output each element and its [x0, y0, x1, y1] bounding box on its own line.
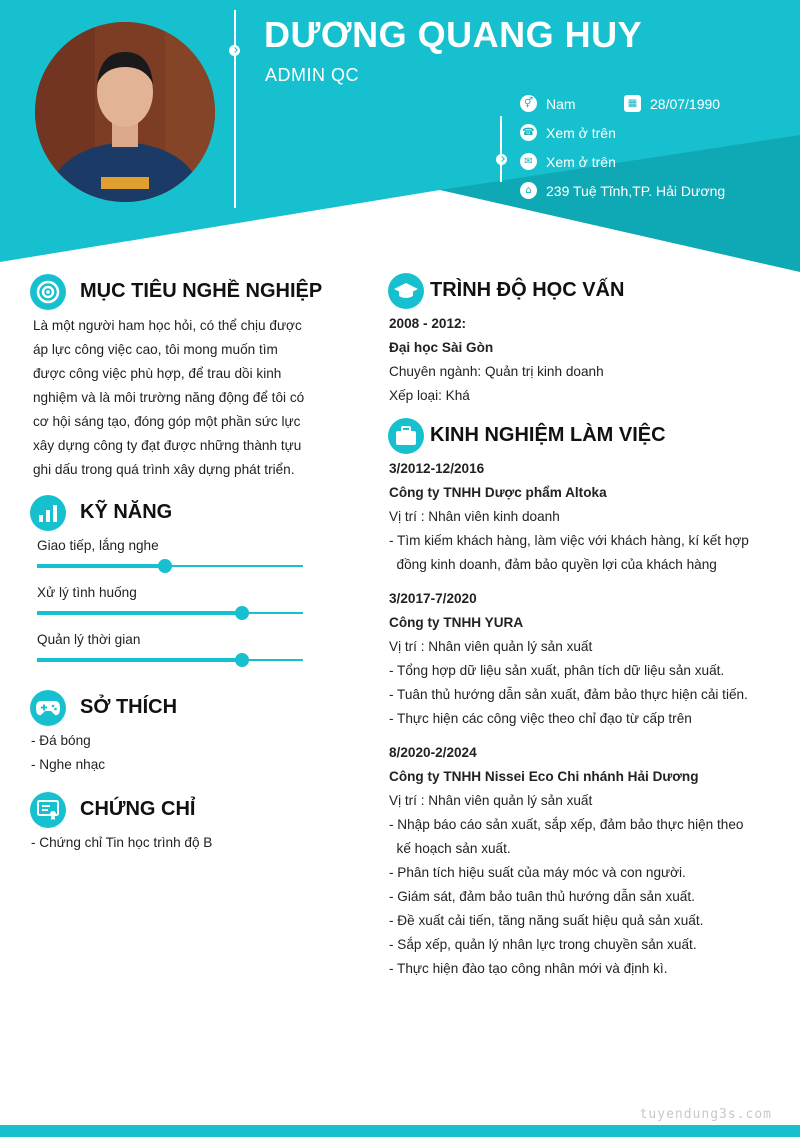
job-duty: - Thực hiện các công việc theo chỉ đạo từ cấp trên	[389, 711, 692, 726]
gender-icon: ⚥	[520, 95, 537, 112]
job-company: Công ty TNHH Dược phẩm Altoka	[389, 485, 607, 500]
skills-title: KỸ NĂNG	[80, 501, 173, 523]
skill-bar	[37, 612, 303, 614]
watermark: tuyendung3s.com	[639, 1107, 772, 1122]
objective-title: MỤC TIÊU NGHỀ NGHIỆP	[80, 280, 323, 302]
chevron-right-icon	[496, 154, 507, 165]
skill-label: Quản lý thời gian	[37, 632, 141, 647]
profile-photo	[35, 22, 215, 202]
job-period: 3/2017-7/2020	[389, 591, 477, 606]
education-period: 2008 - 2012:	[389, 316, 467, 331]
experience-title: KINH NGHIỆM LÀM VIỆC	[430, 424, 666, 446]
job-period: 8/2020-2/2024	[389, 745, 477, 760]
job-duty: - Giám sát, đảm bảo tuân thủ hướng dẫn sản xuất.	[389, 889, 695, 904]
hobbies-title: SỞ THÍCH	[80, 696, 178, 718]
job-duty: - Tìm kiếm khách hàng, làm việc với khách hàng, kí kết hợp	[389, 533, 749, 548]
skill-bar	[37, 659, 303, 661]
skill-label: Xử lý tình huống	[37, 585, 137, 600]
gamepad-icon	[30, 690, 66, 726]
certificate-item: - Chứng chỉ Tin học trình độ B	[31, 835, 213, 850]
contact-address	[520, 182, 725, 199]
job-duty: - Phân tích hiệu suất của máy móc và con người.	[389, 865, 686, 880]
job-duty: - Thực hiện đào tạo công nhân mới và định kì.	[389, 961, 668, 976]
job-duty: - Tuân thủ hướng dẫn sản xuất, đảm bảo thực hiện cải tiến.	[389, 687, 748, 702]
contact-phone	[520, 124, 616, 141]
education-title: TRÌNH ĐỘ HỌC VẤN	[430, 279, 625, 301]
email-value: Xem ở trên	[546, 153, 616, 170]
job-company: Công ty TNHH YURA	[389, 615, 524, 630]
gender-value: Nam	[546, 95, 576, 112]
skill-bar-handle	[158, 559, 172, 573]
birthdate-value: 28/07/1990	[650, 95, 721, 112]
job-duty: kế hoạch sản xuất.	[389, 841, 511, 856]
candidate-name: DƯƠNG QUANG HUY	[264, 14, 643, 55]
education-major: Chuyên ngành: Quản trị kinh doanh	[389, 364, 604, 379]
job-position: Vị trí : Nhân viên quản lý sản xuất	[389, 639, 593, 654]
job-duty: đồng kinh doanh, đảm bảo quyền lợi của khách hàng	[389, 557, 717, 572]
education-grade: Xếp loại: Khá	[389, 388, 470, 403]
objective-text: Là một người ham học hỏi, có thể chịu được áp lực công việc cao, tôi mong muốn tìm được công việc phù hợp, để trau dồi kinh nghiệm và là môi trường năng động để tôi có cơ hội sáng tạo, đóng góp một phần sức lực xây dựng công ty đạt được những thành tựu ghi dấu trong quá trình xây dựng phát triển.	[33, 318, 305, 477]
contact-gender	[520, 95, 576, 112]
phone-icon: ☎	[520, 124, 537, 141]
contact-email	[520, 153, 616, 170]
job-company: Công ty TNHH Nissei Eco Chi nhánh Hải Dương	[389, 769, 699, 784]
job-duty: - Đề xuất cải tiến, tăng năng suất hiệu quả sản xuất.	[389, 913, 704, 928]
calendar-icon: ▦	[624, 95, 641, 112]
contact-birthdate	[624, 95, 720, 112]
home-icon: ⌂	[520, 182, 537, 199]
job-position: Vị trí : Nhân viên kinh doanh	[389, 509, 560, 524]
skill-bar-fill	[37, 658, 242, 662]
skill-bar	[37, 565, 303, 567]
skill-bar-handle	[235, 653, 249, 667]
chevron-right-icon	[229, 45, 240, 56]
target-icon	[30, 274, 66, 310]
job-duty: - Sắp xếp, quản lý nhân lực trong chuyền sản xuất.	[389, 937, 697, 952]
job-duty: - Tổng hợp dữ liệu sản xuất, phân tích dữ liệu sản xuất.	[389, 663, 725, 678]
job-position: Vị trí : Nhân viên quản lý sản xuất	[389, 793, 593, 808]
envelope-icon: ✉	[520, 153, 537, 170]
footer-bar	[0, 1125, 800, 1137]
candidate-role: ADMIN QC	[265, 65, 359, 85]
graduation-cap-icon	[388, 273, 424, 309]
address-value: 239 Tuệ Tĩnh,TP. Hải Dương	[546, 182, 726, 199]
phone-value: Xem ở trên	[546, 124, 616, 141]
skill-bar-fill	[37, 611, 242, 615]
job-period: 3/2012-12/2016	[389, 461, 485, 476]
skill-bar-handle	[235, 606, 249, 620]
skill-label: Giao tiếp, lắng nghe	[37, 538, 159, 553]
contact-divider	[500, 116, 502, 182]
bar-chart-icon	[30, 495, 66, 531]
hobby-item: - Đá bóng	[31, 733, 91, 748]
skill-bar-fill	[37, 564, 165, 568]
job-duty: - Nhập báo cáo sản xuất, sắp xếp, đảm bảo thực hiện theo	[389, 817, 744, 832]
briefcase-icon	[388, 418, 424, 454]
hobby-item: - Nghe nhạc	[31, 757, 106, 772]
certificate-icon	[30, 792, 66, 828]
header-divider	[234, 10, 236, 208]
certificates-title: CHỨNG CHỈ	[80, 798, 196, 820]
education-school: Đại học Sài Gòn	[389, 340, 494, 355]
